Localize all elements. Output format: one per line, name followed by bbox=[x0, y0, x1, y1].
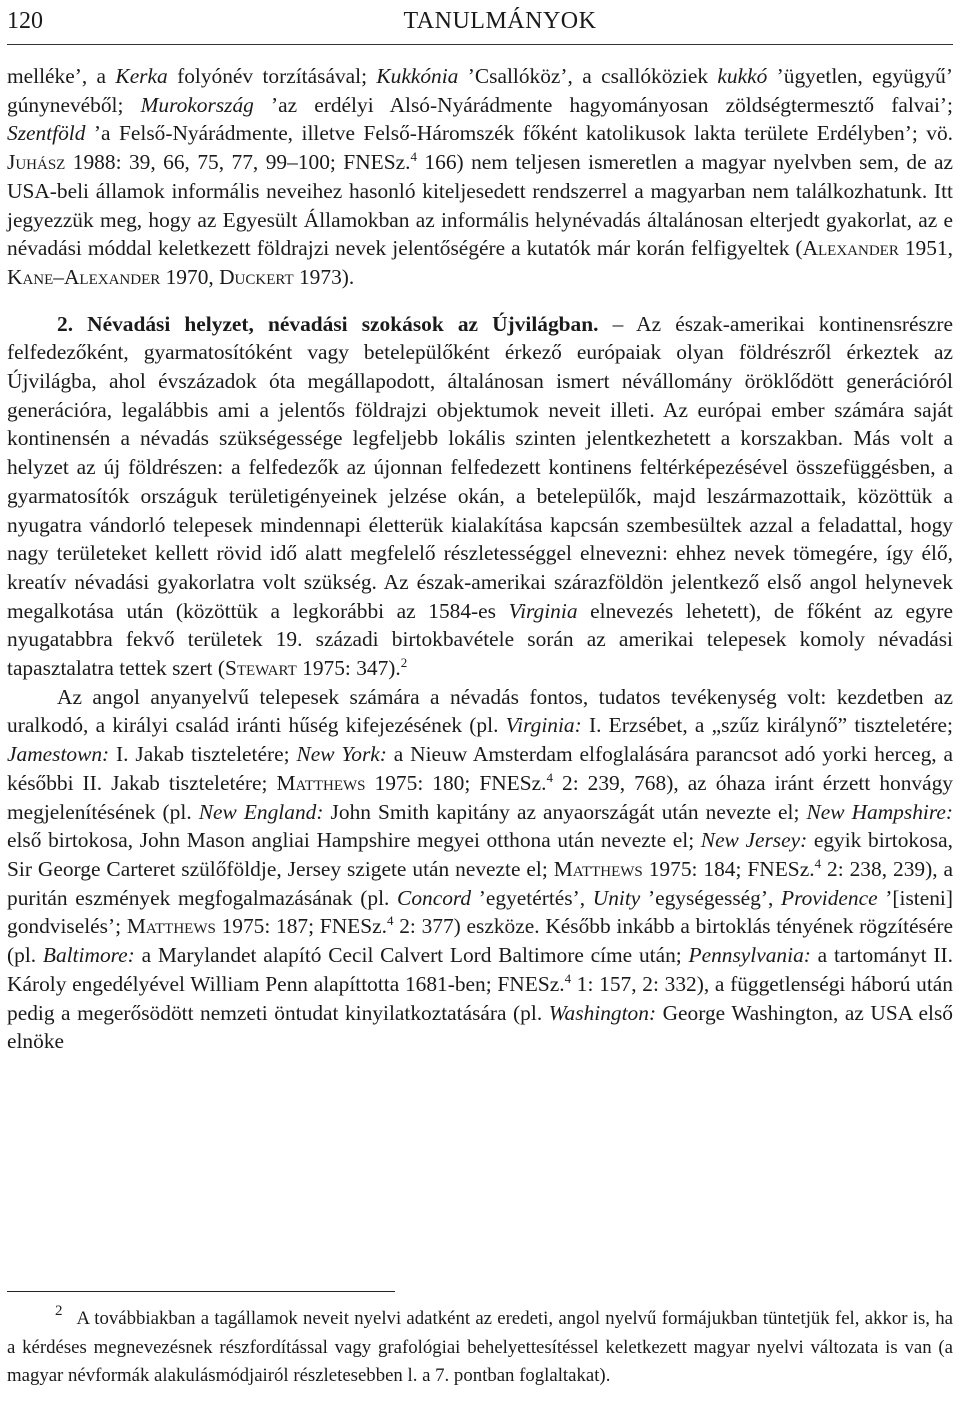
italic-term: Virginia bbox=[508, 598, 578, 623]
italic-term: Washington: bbox=[548, 1000, 657, 1025]
author-citation: Stewart bbox=[224, 656, 297, 681]
footnote-reference: 2 bbox=[400, 655, 408, 671]
page-header bbox=[7, 4, 953, 38]
text-run: 1975: 347). bbox=[296, 656, 401, 681]
superscript: 4 bbox=[564, 970, 572, 986]
paragraph-gap bbox=[7, 292, 953, 310]
text-run: 1975: 187; FNESz. bbox=[215, 914, 387, 939]
text-run: 1975: 184; FNESz. bbox=[642, 856, 815, 881]
text-run: ’egységesség’, bbox=[640, 885, 781, 910]
italic-term: Pennsylvania: bbox=[688, 943, 811, 968]
italic-term: Virginia: bbox=[505, 713, 582, 738]
text-run: Az angol anyanyelvű telepesek számára a névadás fontos, tudatos tevékenység volt: kezdetben az uralkodó, a királyi család iránti hűség kifejezésének (pl. bbox=[7, 684, 953, 738]
text-run: John Smith kapitány az anyaországát után nevezte el; bbox=[323, 799, 807, 824]
text-run: melléke’, a bbox=[7, 64, 116, 88]
text-run: a Nieuw Amsterdam elfoglalására parancsot adó yorki herceg, a későbbi II. Jakab tiszteletére; bbox=[7, 742, 953, 795]
italic-term: Providence bbox=[781, 885, 878, 910]
italic-term: New Jersey: bbox=[700, 828, 808, 853]
text-run: folyónév torzításával; bbox=[167, 64, 377, 88]
text-run: I. Jakab tiszteletére; bbox=[109, 742, 297, 767]
text-run: 166) nem teljesen ismeretlen a magyar nyelvben sem, de az USA-beli államok informális neveihez hasonló kiteljesedett rendszerrel a magyarban nem találkozhatunk. Itt jegyezzük meg, hogy az Egyesült Államokban az informális helynévadás általánosan elterjedt gyakorlat, az e névadási móddal keletkezett földrajzi nevek jelentőségére a kutatók már korán felfigyeltek ( bbox=[7, 150, 954, 261]
italic-term: New Hampshire: bbox=[806, 799, 953, 824]
italic-term: Jamestown: bbox=[7, 742, 110, 767]
text-run: 2: 238, 239), a puritán eszmények megfogalmazásának (pl. bbox=[7, 856, 954, 910]
text-run: I. Erzsébet, a „szűz királynő” tiszteletére; bbox=[581, 713, 953, 738]
text-run: George Washington, az USA első elnöke bbox=[7, 1000, 953, 1054]
superscript: 4 bbox=[386, 913, 394, 929]
section-heading: 2. Névadási helyzet, névadási szokások az Újvilágban. bbox=[57, 311, 599, 336]
text-run: a tartományt II. Károly engedélyével William Penn alapíttotta 1681-ben; FNESz. bbox=[7, 943, 954, 996]
body-text bbox=[7, 62, 953, 1056]
header-rule bbox=[7, 44, 953, 45]
footnote-text bbox=[7, 1305, 953, 1391]
italic-term: Baltimore: bbox=[42, 943, 135, 968]
italic-term: Unity bbox=[592, 885, 641, 910]
text-run: 2: 239, 768), az óhaza iránt érzett honvágy megjelenítésének (pl. bbox=[7, 770, 953, 824]
text-run: – Az észak-amerikai kontinensrészre felfedezőként, gyarmatosítóként vagy betelepülőként érkező európaiak olyan földrészről érkeztek az Újvilágba, ahol évszázadok óta megállapodott, általánosan ismert névállomány öröklődött generációról generációra, legalábbis ami a jelentős földrajzi objektumok neveit illeti. Az európai ember számára saját kontinensén a névadás szükségessége legfeljebb lokális szinten jelentkezhetett a korszakban. Más volt a helyzet az új földrészen: a felfedezők az újonnan felfedezett kontinens feltérképezésével összefüggésben, a gyarmatosítók országuk területigényeinek jelzése okán, a betelepülők, majd leszármazottaik, közöttük a nyugatra vándorló telepesek mindennapi életterük kialakítása kapcsán szembesültek azzal a feladattal, hogy nagy területeket kellett rövid idő alatt megfelelő részletességgel elnevezni: ehhez nevek tömegére, így élő, kreatív névadási gyakorlatra volt szükség. Az észak-amerikai szárazföldön jelentkező első angol helynevek megalkotása után (közöttük a legkorábbi az 1584-es bbox=[7, 311, 953, 623]
author-citation: Juhász bbox=[7, 150, 66, 175]
text-run: ’a Felső-Nyárádmente, illetve Felső-Háromszék főként katolikusok lakta területe Erdélyben’; vö. bbox=[85, 121, 953, 146]
author-citation: Alexander bbox=[802, 236, 899, 261]
italic-term: Murokország bbox=[140, 92, 254, 117]
author-citation: Matthews bbox=[276, 770, 366, 795]
text-run: ’ügyetlen, együgyű’ gúnynevéből; bbox=[7, 64, 953, 117]
paragraph-3 bbox=[7, 683, 953, 1056]
running-head: TANULMÁNYOK bbox=[403, 8, 597, 34]
text-run: 1951, bbox=[898, 236, 953, 261]
text-run: 1973). bbox=[293, 264, 355, 289]
superscript: 4 bbox=[546, 769, 553, 785]
italic-term: Szentföld bbox=[7, 121, 86, 146]
author-citation: Matthews bbox=[126, 914, 216, 939]
author-citation: Matthews bbox=[553, 856, 643, 881]
italic-term: New York: bbox=[296, 742, 387, 767]
text-run: 1988: 39, 66, 75, 77, 99–100; FNESz. bbox=[65, 150, 411, 175]
text-run: 1970, bbox=[160, 264, 220, 289]
author-citation: Duckert bbox=[219, 264, 294, 289]
footnote-body: A továbbiakban a tagállamok neveit nyelvi adatként az eredeti, angol nyelvű formájukban tüntetjük fel, akkor is, ha a kérdéses megnevezésnek részfordítással vagy grafológiai behelyettesítéssel keletkezett magyar nyelvi változata is van (a magyar névformák alakulásmódjairól részletesebben l. a 7. pontban foglaltakat). bbox=[7, 1308, 953, 1386]
text-run: – bbox=[53, 264, 64, 289]
footnote bbox=[7, 1305, 953, 1391]
text-run: 2: 377) eszköze. Később inkább a birtoklás tényének rögzítésére (pl. bbox=[7, 914, 953, 968]
italic-term: kukkó bbox=[717, 64, 768, 88]
text-run: elnevezés lehetett), de főként az egyre nyugatabbra fekvő területek 19. századi birtokbavétele során az amerikai telepesek komoly névadási tapasztalatra tettek szert ( bbox=[7, 598, 953, 681]
footnote-mark: 2 bbox=[55, 1303, 63, 1319]
superscript: 4 bbox=[410, 149, 417, 165]
text-run: a Marylandet alapító Cecil Calvert Lord Baltimore címe után; bbox=[134, 943, 689, 968]
superscript: 4 bbox=[814, 855, 822, 871]
journal-page bbox=[7, 0, 953, 1425]
footnote-rule bbox=[7, 1291, 395, 1292]
text-run: ’az erdélyi Alsó-Nyárádmente hagyományosan zöldségtermesztő falvai’; bbox=[253, 92, 953, 117]
italic-term: Kerka bbox=[115, 64, 168, 88]
text-run: ’[isteni] gondviselés’; bbox=[7, 885, 953, 939]
text-run: 1975: 180; FNESz. bbox=[365, 770, 547, 795]
page-number: 120 bbox=[7, 8, 43, 34]
text-run: ’egyetértés’, bbox=[471, 885, 593, 910]
text-run: 1: 157, 2: 332), a függetlenségi háború után pedig a megerősödött nemzeti öntudat kinyilatkoztatására (pl. bbox=[7, 971, 953, 1025]
paragraph-2 bbox=[7, 310, 953, 683]
author-citation: Alexander bbox=[63, 264, 161, 289]
author-citation: Kane bbox=[7, 264, 54, 289]
text-run: egyik birtokosa, Sir George Carteret szülőföldje, Jersey szigete után nevezte el; bbox=[7, 828, 953, 881]
paragraph-1 bbox=[7, 62, 953, 292]
text-run: ’Csallóköz’, a csallóköziek bbox=[458, 64, 718, 88]
italic-term: Concord bbox=[397, 885, 472, 910]
italic-term: New England: bbox=[198, 799, 324, 824]
italic-term: Kukkónia bbox=[376, 64, 459, 88]
text-run: első birtokosa, John Mason angliai Hampshire megyei otthona után nevezte el; bbox=[7, 828, 701, 853]
